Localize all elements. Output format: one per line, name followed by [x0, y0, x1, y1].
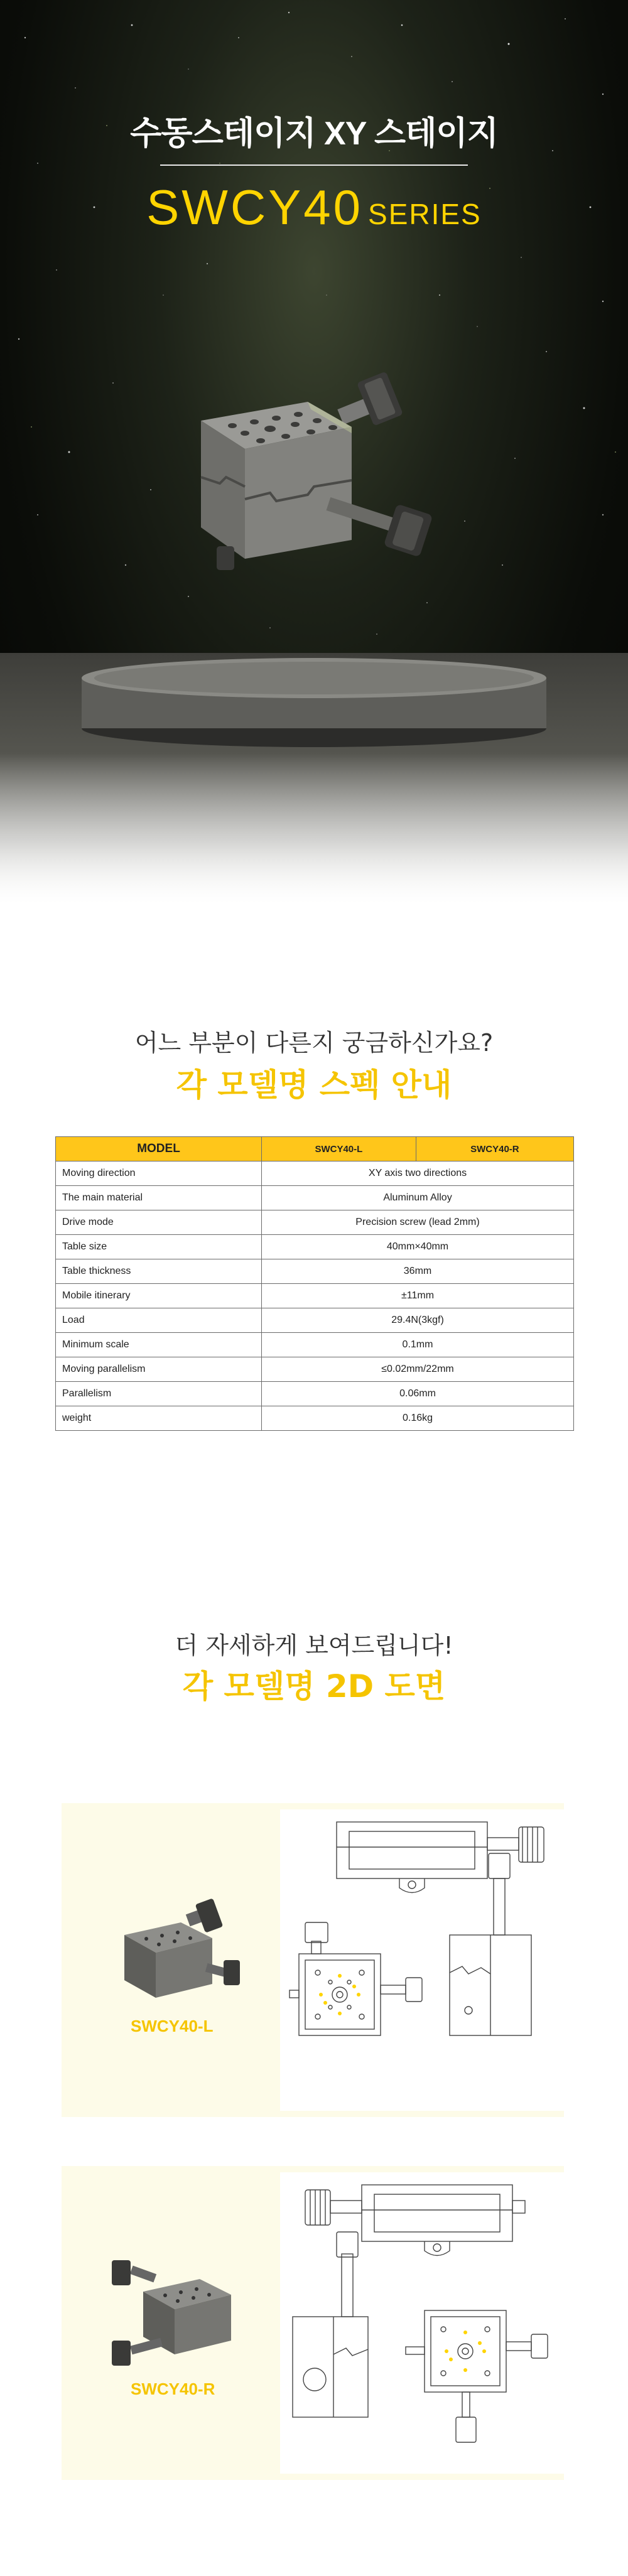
row-value: 36mm [262, 1259, 574, 1284]
row-label: Table size [56, 1235, 262, 1259]
spec-title: 각 모델명 스펙 안내 [176, 1067, 452, 1103]
row-value: 29.4N(3kgf) [262, 1308, 574, 1333]
table-row [56, 1333, 574, 1357]
drawing-title: 각 모델명 2D 도면 [182, 1668, 446, 1705]
row-value: XY axis two directions [262, 1161, 574, 1186]
drawing-subtitle: 더 자세하게 보여드립니다! [175, 1632, 453, 1659]
row-label: The main material [56, 1186, 262, 1210]
series-heading [0, 179, 628, 236]
row-value: 40mm×40mm [262, 1235, 574, 1259]
hero-title: 수동스테이지 XY 스테이지 [130, 116, 498, 152]
series-suffix: SERIES [368, 198, 482, 230]
drawing-panel-swcy40-l [62, 1803, 564, 2117]
row-label: Parallelism [56, 1382, 262, 1406]
row-value: 0.06mm [262, 1382, 574, 1406]
row-label: Moving direction [56, 1161, 262, 1186]
spec-header-row [56, 1137, 574, 1161]
row-value: ≤0.02mm/22mm [262, 1357, 574, 1382]
row-value: ±11mm [262, 1284, 574, 1308]
title-divider [160, 164, 468, 166]
table-row [56, 1259, 574, 1284]
header-swcy40-l: SWCY40-L [262, 1137, 416, 1161]
table-row [56, 1406, 574, 1431]
table-row [56, 1284, 574, 1308]
model-label-swcy40-r: SWCY40-R [131, 2379, 215, 2398]
swcy40-l-2d-drawing [280, 1809, 564, 2111]
table-row [56, 1382, 574, 1406]
row-label: Load [56, 1308, 262, 1333]
table-row [56, 1357, 574, 1382]
row-value: 0.1mm [262, 1333, 574, 1357]
hero-banner [0, 0, 628, 904]
swcy40-r-product-image [106, 2248, 250, 2367]
swcy40-r-2d-drawing [280, 2172, 564, 2474]
xy-stage-product-image [182, 352, 477, 615]
model-label-swcy40-l: SWCY40-L [131, 2017, 214, 2035]
series-model: SWCY40 [146, 180, 364, 235]
row-label: Mobile itinerary [56, 1284, 262, 1308]
table-row [56, 1210, 574, 1235]
spec-subtitle: 어느 부분이 다른지 궁금하신가요? [134, 1029, 494, 1057]
swcy40-l-product-image [112, 1897, 244, 2004]
row-label: Minimum scale [56, 1333, 262, 1357]
drawing-panel-swcy40-r [62, 2166, 564, 2480]
header-swcy40-r: SWCY40-R [416, 1137, 573, 1161]
table-row [56, 1308, 574, 1333]
table-row [56, 1235, 574, 1259]
table-row [56, 1161, 574, 1186]
row-label: Table thickness [56, 1259, 262, 1284]
row-value: Precision screw (lead 2mm) [262, 1210, 574, 1235]
row-label: Moving parallelism [56, 1357, 262, 1382]
display-pedestal [75, 653, 553, 747]
row-value: Aluminum Alloy [262, 1186, 574, 1210]
header-model: MODEL [56, 1137, 262, 1161]
table-row [56, 1186, 574, 1210]
row-label: Drive mode [56, 1210, 262, 1235]
row-label: weight [56, 1406, 262, 1431]
row-value: 0.16kg [262, 1406, 574, 1431]
hero-fade-overlay [0, 753, 628, 904]
spec-table [55, 1136, 574, 1431]
